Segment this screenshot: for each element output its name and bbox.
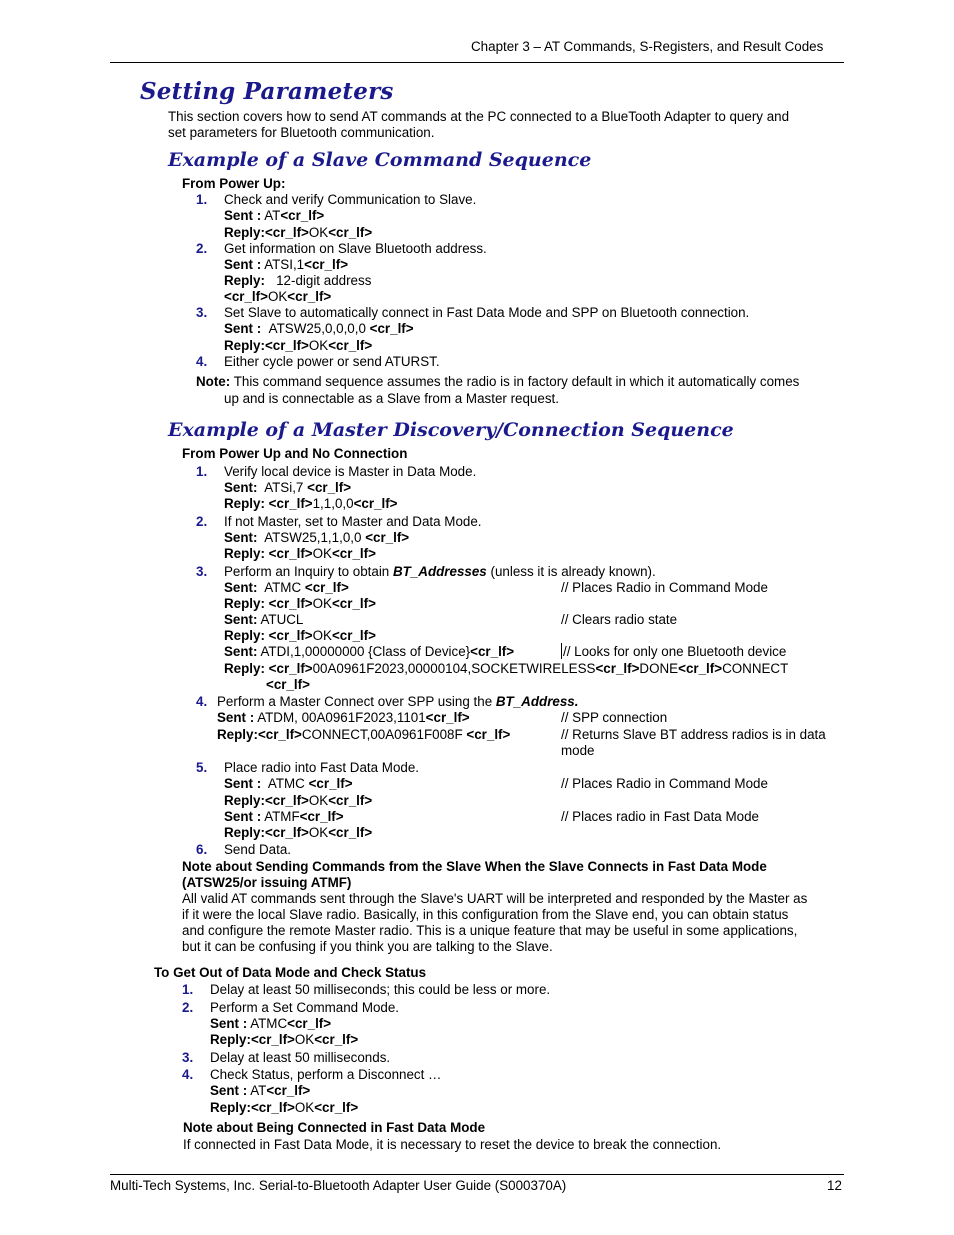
getout-note-title: Note about Being Connected in Fast Data Mode [183,1120,486,1135]
slave-step-3-num: 3. [196,305,208,320]
text-cursor [561,643,562,659]
master-step-4-comment-2: // Returns Slave BT address radios is in data [561,727,826,742]
master-note-title-1: Note about Sending Commands from the Slave When the Slave Connects in Fast Data Mode [182,859,767,874]
section-title: Setting Parameters [140,78,394,105]
master-step-3-sent-b: Sent: ATUCL [224,612,304,627]
master-step-1-text: Verify local device is Master in Data Mode. [224,464,477,479]
master-step-5-reply-b: Reply:<cr_lf>OK<cr_lf> [224,825,373,840]
master-step-4-num: 4. [196,694,208,709]
master-step-3-sent-c: Sent: ATDI,1,00000000 {Class of Device}<cr_lf> [224,644,515,659]
master-step-4-text: Perform a Master Connect over SPP using the BT_Address. [217,694,579,709]
master-step-3-comment-b: // Clears radio state [561,612,678,627]
master-note-line-4: but it can be confusing if you think you are talking to the Slave. [182,939,553,954]
slave-step-4-text: Either cycle power or send ATURST. [224,354,440,369]
chapter-header: Chapter 3 – AT Commands, S-Registers, and Result Codes [471,39,824,54]
master-note-line-1: All valid AT commands sent through the Slave's UART will be interpreted and responded by the Master as [182,891,808,906]
master-step-6-text: Send Data. [224,842,291,857]
master-step-1-sent: Sent: ATSi,7 <cr_lf> [224,480,352,495]
master-step-3-comment-a: // Places Radio in Command Mode [561,580,768,595]
slave-step-2-reply: Reply: 12-digit address [224,273,372,288]
master-note-line-2: if it were the local Slave radio. Basically, in this configuration from the Slave end, you can obtain status [182,907,789,922]
getout-step-4-reply: Reply:<cr_lf>OK<cr_lf> [210,1100,359,1115]
master-step-5-sent-a: Sent : ATMC <cr_lf> [224,776,353,791]
getout-note-text: If connected in Fast Data Mode, it is necessary to reset the device to break the connection. [183,1137,722,1152]
slave-step-3-sent: Sent : ATSW25,0,0,0,0 <cr_lf> [224,321,414,336]
master-step-3-text: Perform an Inquiry to obtain BT_Addresses (unless it is already known). [224,564,656,579]
slave-step-2-num: 2. [196,241,208,256]
master-step-2-sent: Sent: ATSW25,1,1,0,0 <cr_lf> [224,530,410,545]
getout-step-4-text: Check Status, perform a Disconnect … [210,1067,442,1082]
intro-line-2: set parameters for Bluetooth communication. [168,125,435,140]
master-step-1-num: 1. [196,464,208,479]
footer-text: Multi-Tech Systems, Inc. Serial-to-Bluetooth Adapter User Guide (S000370A) [110,1178,567,1193]
slave-note-line-1: Note: This command sequence assumes the radio is in factory default in which it automatically comes [196,374,800,389]
intro-line-1: This section covers how to send AT commands at the PC connected to a BlueTooth Adapter to query and [168,109,790,124]
master-note-title-2: (ATSW25/or issuing ATMF) [182,875,352,890]
master-step-5-reply-a: Reply:<cr_lf>OK<cr_lf> [224,793,373,808]
master-step-5-num: 5. [196,760,208,775]
master-step-3-comment-c: // Looks for only one Bluetooth device [563,644,787,659]
getout-title: To Get Out of Data Mode and Check Status [154,965,427,980]
getout-step-2-sent: Sent : ATMC<cr_lf> [210,1016,332,1031]
getout-step-4-sent: Sent : AT<cr_lf> [210,1083,311,1098]
master-step-4-comment-2-cont: mode [561,743,595,758]
master-step-4-sent: Sent : ATDM, 00A0961F2023,1101<cr_lf> [217,710,470,725]
master-step-1-reply: Reply: <cr_lf>1,1,0,0<cr_lf> [224,496,398,511]
getout-step-1-num: 1. [182,982,194,997]
master-step-3-reply-c-cont: <cr_lf> [266,677,310,692]
slave-step-4-num: 4. [196,354,208,369]
footer-rule [110,1174,844,1175]
slave-step-1-reply: Reply:<cr_lf>OK<cr_lf> [224,225,373,240]
getout-step-2-text: Perform a Set Command Mode. [210,1000,400,1015]
slave-step-1-sent: Sent : AT<cr_lf> [224,208,325,223]
master-step-4-comment: // SPP connection [561,710,668,725]
master-step-2-text: If not Master, set to Master and Data Mode. [224,514,482,529]
master-step-3-num: 3. [196,564,208,579]
slave-section-title: Example of a Slave Command Sequence [168,149,592,171]
header-rule [110,62,844,63]
master-from-label: From Power Up and No Connection [182,446,408,461]
master-step-3-reply-a: Reply: <cr_lf>OK<cr_lf> [224,596,376,611]
master-step-3-reply-b: Reply: <cr_lf>OK<cr_lf> [224,628,376,643]
master-step-3-reply-c: Reply: <cr_lf>00A0961F2023,00000104,SOCKETWIRELESS<cr_lf>DONE<cr_lf>CONNECT [224,661,789,676]
slave-step-3-reply: Reply:<cr_lf>OK<cr_lf> [224,338,373,353]
master-section-title: Example of a Master Discovery/Connection Sequence [168,419,734,441]
getout-step-2-reply: Reply:<cr_lf>OK<cr_lf> [210,1032,359,1047]
getout-step-2-num: 2. [182,1000,194,1015]
slave-note-line-2: up and is connectable as a Slave from a Master request. [224,391,559,406]
getout-step-1-text: Delay at least 50 milliseconds; this could be less or more. [210,982,551,997]
slave-step-2-text: Get information on Slave Bluetooth address. [224,241,487,256]
page-number: 12 [827,1178,842,1193]
slave-from-label: From Power Up: [182,176,286,191]
master-step-2-num: 2. [196,514,208,529]
slave-step-2-sent: Sent : ATSI,1<cr_lf> [224,257,349,272]
master-step-2-reply: Reply: <cr_lf>OK<cr_lf> [224,546,376,561]
master-step-5-text: Place radio into Fast Data Mode. [224,760,420,775]
slave-step-2-reply-cont: <cr_lf>OK<cr_lf> [224,289,332,304]
slave-step-3-text: Set Slave to automatically connect in Fast Data Mode and SPP on Bluetooth connection. [224,305,750,320]
slave-step-1-text: Check and verify Communication to Slave. [224,192,477,207]
master-note-line-3: and configure the remote Master radio. This is a unique feature that may be useful in some applications, [182,923,798,938]
master-step-5-sent-b: Sent : ATMF<cr_lf> [224,809,344,824]
slave-step-1-num: 1. [196,192,208,207]
master-step-3-sent-a: Sent: ATMC <cr_lf> [224,580,349,595]
getout-step-3-num: 3. [182,1050,194,1065]
getout-step-4-num: 4. [182,1067,194,1082]
getout-step-3-text: Delay at least 50 milliseconds. [210,1050,391,1065]
master-step-4-reply: Reply:<cr_lf>CONNECT,00A0961F008F <cr_lf> [217,727,511,742]
master-step-6-num: 6. [196,842,208,857]
master-step-5-comment-b: // Places radio in Fast Data Mode [561,809,759,824]
master-step-5-comment-a: // Places Radio in Command Mode [561,776,768,791]
